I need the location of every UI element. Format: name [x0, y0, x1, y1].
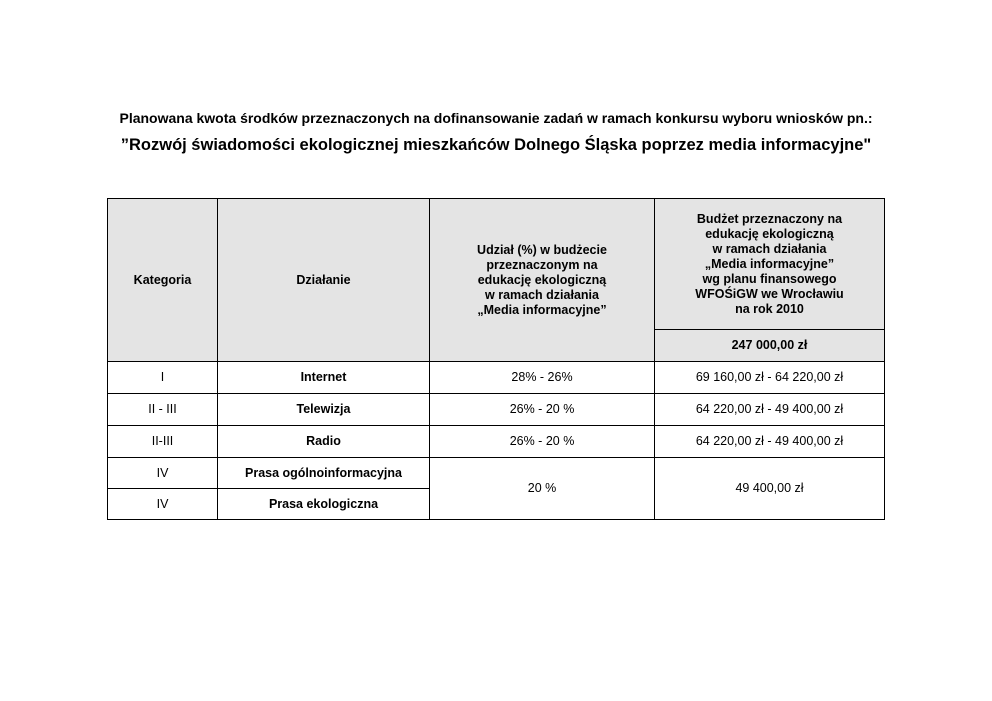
cell-kategoria: IV: [108, 458, 218, 489]
cell-udzial: 26% - 20 %: [430, 426, 655, 458]
cell-udzial: 28% - 26%: [430, 362, 655, 394]
cell-budzet: 64 220,00 zł - 49 400,00 zł: [655, 426, 885, 458]
header-udzial: Udział (%) w budżecie przeznaczonym na edukację ekologiczną w ramach działania „Media informacyjne”: [430, 199, 655, 362]
document-subtitle: ”Rozwój świadomości ekologicznej mieszkańców Dolnego Śląska poprzez media informacyjne": [120, 136, 872, 154]
header-kategoria: Kategoria: [108, 199, 218, 362]
cell-kategoria: II-III: [108, 426, 218, 458]
budget-table: [107, 198, 885, 520]
table-row: [108, 362, 885, 394]
header-budzet-total: 247 000,00 zł: [655, 330, 885, 362]
cell-budzet: 69 160,00 zł - 64 220,00 zł: [655, 362, 885, 394]
cell-udzial-merged: 20 %: [430, 458, 655, 520]
cell-dzialanie: Internet: [218, 362, 430, 394]
table-row: [108, 458, 885, 489]
cell-udzial: 26% - 20 %: [430, 394, 655, 426]
header-dzialanie: Działanie: [218, 199, 430, 362]
cell-dzialanie: Telewizja: [218, 394, 430, 426]
table-row: [108, 426, 885, 458]
header-budzet: Budżet przeznaczony na edukację ekologiczną w ramach działania „Media informacyjne” wg planu finansowego WFOŚiGW we Wrocławiu na rok 2010: [655, 199, 885, 330]
cell-kategoria: II - III: [108, 394, 218, 426]
cell-dzialanie: Prasa ogólnoinformacyjna: [218, 458, 430, 489]
cell-kategoria: I: [108, 362, 218, 394]
header-row: [108, 199, 885, 330]
table-row: [108, 394, 885, 426]
document-title: Planowana kwota środków przeznaczonych na dofinansowanie zadań w ramach konkursu wyboru wniosków pn.:: [119, 110, 873, 126]
cell-dzialanie: Prasa ekologiczna: [218, 489, 430, 520]
cell-kategoria: IV: [108, 489, 218, 520]
cell-budzet: 64 220,00 zł - 49 400,00 zł: [655, 394, 885, 426]
cell-budzet-merged: 49 400,00 zł: [655, 458, 885, 520]
cell-dzialanie: Radio: [218, 426, 430, 458]
